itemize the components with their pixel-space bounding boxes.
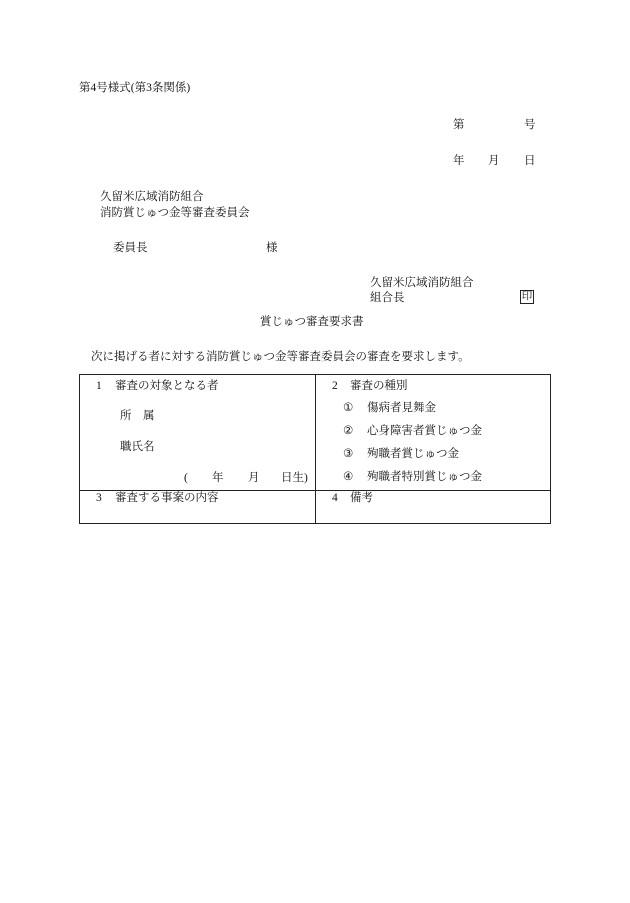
birth-date-day: 日生) bbox=[281, 472, 308, 484]
addressee-honorific: 様 bbox=[266, 242, 278, 254]
document-number-suffix: 号 bbox=[524, 119, 536, 131]
option-mark: ① bbox=[343, 402, 354, 414]
section1-number: 1 bbox=[96, 380, 102, 392]
document-title: 賞じゅつ審査要求書 bbox=[260, 316, 364, 328]
date-month: 月 bbox=[488, 155, 500, 167]
option-label: 心身障害者賞じゅつ金 bbox=[367, 425, 482, 437]
date-day: 日 bbox=[524, 155, 536, 167]
addressee-line2: 消防賞じゅつ金等審査委員会 bbox=[100, 207, 250, 219]
section3-heading: 審査する事案の内容 bbox=[115, 492, 219, 504]
birth-date-open: ( bbox=[184, 472, 188, 484]
intro-text: 次に掲げる者に対する消防賞じゅつ金等審査委員会の審査を要求します。 bbox=[91, 351, 470, 363]
seal-mark: 印 bbox=[521, 291, 533, 302]
sender-title: 組合長 bbox=[370, 292, 405, 304]
table-column-divider bbox=[315, 374, 316, 524]
option-label: 殉職者賞じゅつ金 bbox=[367, 448, 459, 460]
option-mark: ④ bbox=[343, 471, 354, 483]
option-mark: ③ bbox=[343, 448, 354, 460]
section2-heading: 審査の種別 bbox=[350, 380, 408, 392]
section4-heading: 備考 bbox=[350, 492, 373, 504]
name-label: 職氏名 bbox=[120, 441, 155, 453]
option-label: 傷病者見舞金 bbox=[367, 402, 436, 414]
addressee-title: 委員長 bbox=[113, 242, 148, 254]
section1-heading: 審査の対象となる者 bbox=[115, 380, 219, 392]
form-number: 第4号様式(第3条関係) bbox=[79, 82, 191, 94]
section3-number: 3 bbox=[96, 492, 102, 504]
date-year: 年 bbox=[453, 155, 465, 167]
section2-number: 2 bbox=[332, 380, 338, 392]
addressee-line1: 久留米広域消防組合 bbox=[100, 191, 204, 203]
birth-date-year: 年 bbox=[212, 472, 224, 484]
birth-date-month: 月 bbox=[248, 472, 260, 484]
section4-number: 4 bbox=[332, 492, 338, 504]
affiliation-label: 所 属 bbox=[120, 410, 155, 422]
option-label: 殉職者特別賞じゅつ金 bbox=[367, 471, 482, 483]
sender-org: 久留米広域消防組合 bbox=[370, 277, 474, 289]
document-number-prefix: 第 bbox=[453, 119, 465, 131]
option-mark: ② bbox=[343, 425, 354, 437]
